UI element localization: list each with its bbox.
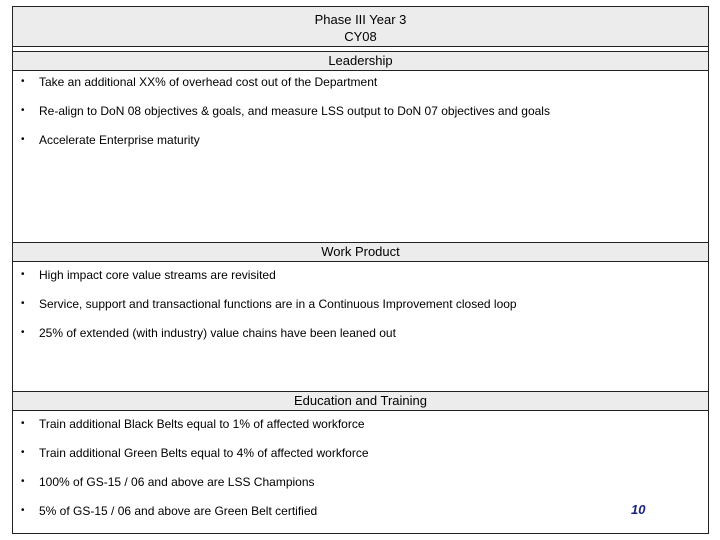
title-line-2: CY08 xyxy=(344,29,377,44)
list-item xyxy=(13,475,708,504)
section-header-work-product xyxy=(13,242,708,262)
title-box xyxy=(13,7,708,47)
list-item xyxy=(13,104,708,133)
section-heading: Leadership xyxy=(328,53,393,68)
list-item-text: 5% of GS-15 / 06 and above are Green Belt certified xyxy=(39,504,318,518)
list-item-text: 25% of extended (with industry) value chains have been leaned out xyxy=(39,326,396,340)
list-item xyxy=(13,446,708,475)
work-product-list xyxy=(13,268,708,355)
list-item xyxy=(13,504,708,533)
section-heading: Education and Training xyxy=(294,393,427,408)
page-number: 10 xyxy=(631,502,646,517)
bullet-icon: • xyxy=(21,269,25,280)
list-item-text: Re-align to DoN 08 objectives & goals, and measure LSS output to DoN 07 objectives and goals xyxy=(39,104,550,118)
list-item-text: Take an additional XX% of overhead cost out of the Department xyxy=(39,75,378,89)
bullet-icon: • xyxy=(21,505,25,516)
list-item xyxy=(13,75,708,104)
list-item-text: Train additional Black Belts equal to 1% of affected workforce xyxy=(39,417,365,431)
section-header-education-training xyxy=(13,391,708,411)
section-heading: Work Product xyxy=(321,244,400,259)
list-item xyxy=(13,417,708,446)
list-item-text: High impact core value streams are revisited xyxy=(39,268,276,282)
list-item-text: Accelerate Enterprise maturity xyxy=(39,133,200,147)
list-item xyxy=(13,297,708,326)
bullet-icon: • xyxy=(21,476,25,487)
section-header-leadership xyxy=(13,51,708,71)
list-item-text: 100% of GS-15 / 06 and above are LSS Champions xyxy=(39,475,315,489)
list-item-text: Train additional Green Belts equal to 4% of affected workforce xyxy=(39,446,369,460)
bullet-icon: • xyxy=(21,447,25,458)
bullet-icon: • xyxy=(21,134,25,145)
bullet-icon: • xyxy=(21,298,25,309)
leadership-list xyxy=(13,75,708,162)
bullet-icon: • xyxy=(21,327,25,338)
title-line-1: Phase III Year 3 xyxy=(314,12,407,27)
bullet-icon: • xyxy=(21,105,25,116)
education-training-list xyxy=(13,417,708,533)
list-item-text: Service, support and transactional functions are in a Continuous Improvement closed loop xyxy=(39,297,517,311)
list-item xyxy=(13,133,708,162)
bullet-icon: • xyxy=(21,76,25,87)
bullet-icon: • xyxy=(21,418,25,429)
list-item xyxy=(13,268,708,297)
slide-frame xyxy=(12,6,709,534)
list-item xyxy=(13,326,708,355)
